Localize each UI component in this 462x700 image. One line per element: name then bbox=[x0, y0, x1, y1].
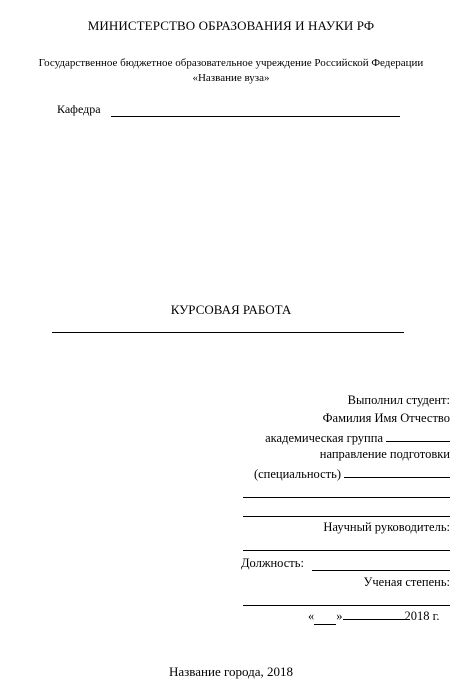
specialty-row bbox=[254, 465, 450, 482]
city-year: Название города, 2018 bbox=[169, 664, 293, 679]
performed-by-label: Выполнил студент: bbox=[347, 393, 450, 407]
work-title: КУРСОВАЯ РАБОТА bbox=[170, 302, 292, 317]
specialty-blank-line-3 bbox=[243, 516, 450, 517]
date-close-quote: » bbox=[336, 609, 343, 623]
group-row bbox=[265, 429, 450, 446]
department-label: Кафедра bbox=[57, 102, 101, 116]
direction-label: направление подготовки bbox=[319, 447, 450, 461]
department-blank-line bbox=[111, 116, 400, 117]
group-blank-line bbox=[386, 429, 450, 442]
degree-label: Ученая степень: bbox=[363, 575, 450, 589]
supervisor-name-blank-line bbox=[243, 550, 450, 551]
date-open-quote: « bbox=[308, 609, 315, 623]
date-month-blank bbox=[343, 619, 405, 620]
date-year: 2018 г. bbox=[404, 609, 440, 623]
position-blank-line bbox=[312, 570, 450, 571]
institution-name-line1: Государственное бюджетное образовательное учреждение Российской Федерации bbox=[38, 57, 424, 69]
group-label: академическая группа bbox=[265, 431, 383, 445]
institution-name-line2: «Название вуза» bbox=[192, 72, 270, 84]
specialty-blank-line-2 bbox=[243, 497, 450, 498]
specialty-label: (специальность) bbox=[253, 467, 341, 481]
date-row bbox=[308, 609, 439, 625]
supervisor-label: Научный руководитель: bbox=[323, 520, 450, 534]
degree-blank-line bbox=[243, 605, 450, 606]
position-label: Должность: bbox=[241, 556, 304, 570]
student-name: Фамилия Имя Отчество bbox=[322, 411, 450, 425]
date-day-blank bbox=[314, 609, 336, 625]
specialty-blank-line bbox=[344, 465, 450, 478]
ministry-heading: МИНИСТЕРСТВО ОБРАЗОВАНИЯ И НАУКИ РФ bbox=[87, 18, 375, 33]
topic-blank-line bbox=[52, 332, 404, 333]
